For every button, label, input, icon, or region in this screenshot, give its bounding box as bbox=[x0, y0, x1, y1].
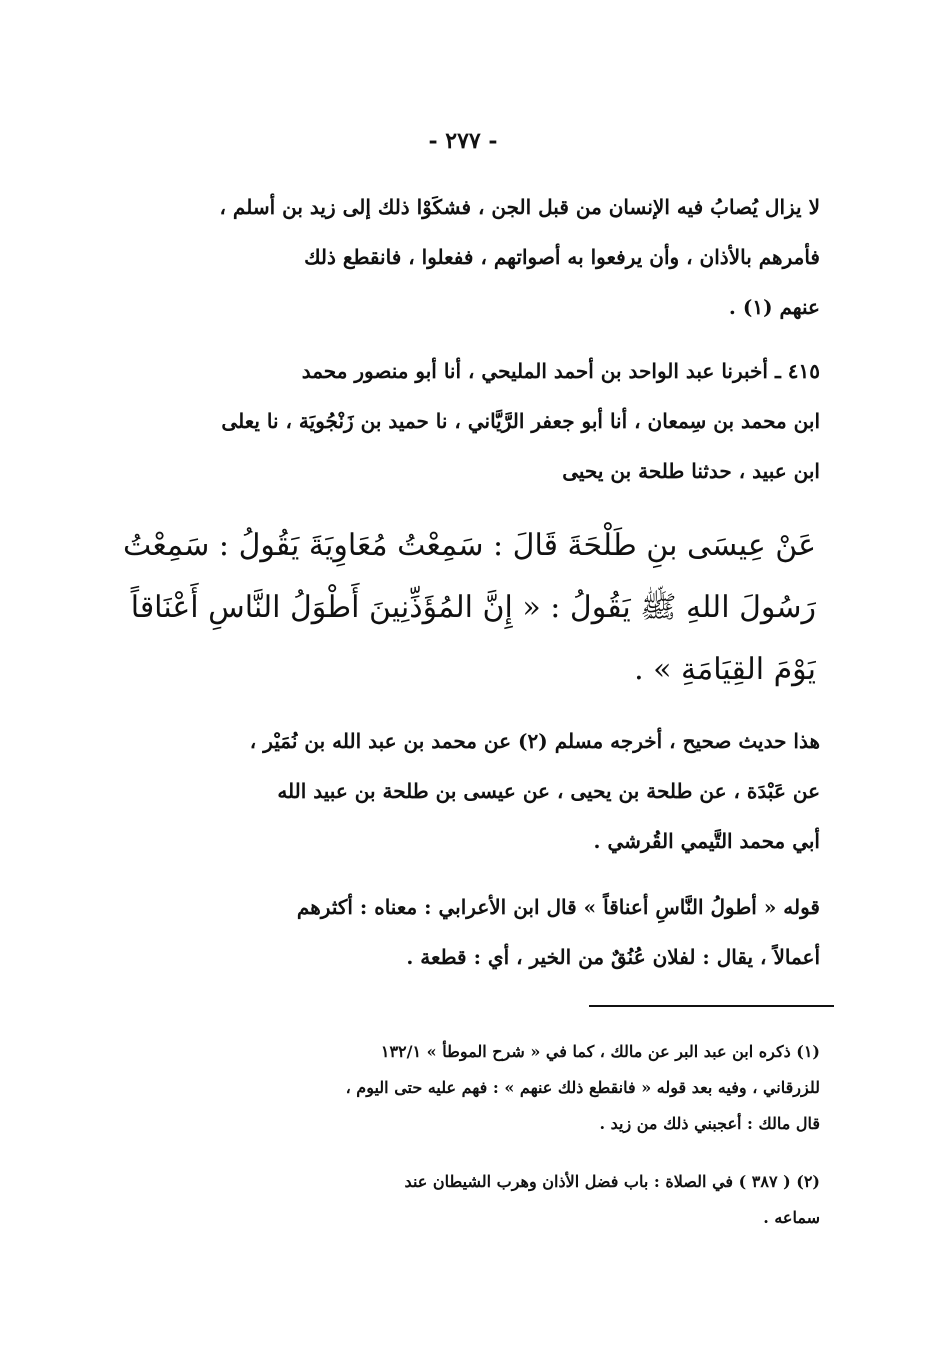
hadith-line: يَوْمَ القِيَامَةِ » . bbox=[634, 652, 816, 687]
footnote-2 bbox=[100, 1164, 820, 1236]
footnote-separator bbox=[589, 1005, 834, 1007]
text-line: عنهم (١) . bbox=[728, 295, 820, 319]
footnote-line: (٢) ( ٣٨٧ ) في الصلاة : باب فضل الأذان وهرب الشيطان عند bbox=[404, 1172, 820, 1191]
text-line: أعمالاً ، يقال : لفلان عُنُقٌ من الخير ، أي : قطعة . bbox=[406, 945, 820, 969]
hadith-text bbox=[96, 515, 816, 701]
page-number: - ٢٧٧ - bbox=[428, 128, 498, 154]
paragraph-continuation bbox=[100, 182, 820, 332]
footnote-1 bbox=[100, 1034, 820, 1142]
text-line: قوله « أطولُ النَّاسِ أعناقاً » قال ابن الأعرابي : معناه : أكثرهم bbox=[296, 895, 820, 919]
hadith-line: رَسُولَ اللهِ ﷺ يَقُولُ : « إِنَّ المُؤَذِّنِينَ أَطْوَلُ النَّاسِ أَعْنَاقاً bbox=[130, 590, 816, 625]
footnote-line: للزرقاني ، وفيه بعد قوله « فانقطع ذلك عنهم » : فهم عليه حتى اليوم ، bbox=[345, 1078, 820, 1097]
text-line: ٤١٥ ـ أخبرنا عبد الواحد بن أحمد المليحي ، أنا أبو منصور محمد bbox=[301, 359, 820, 383]
explanation-paragraph bbox=[100, 882, 820, 982]
text-line: ابن محمد بن سِمعان ، أنا أبو جعفر الرَّيَّاني ، نا حميد بن زَنْجُويَة ، نا يعلى bbox=[221, 409, 820, 433]
text-line: أبي محمد التَّيمي القُرشي . bbox=[593, 829, 820, 853]
footnote-line: (١) ذكره ابن عبد البر عن مالك ، كما في « شرح الموطأ » ١٣٢/١ bbox=[380, 1042, 820, 1061]
footnote-line: قال مالك : أعجبني ذلك من زيد . bbox=[599, 1114, 820, 1133]
footnote-line: سماعه . bbox=[763, 1208, 820, 1227]
text-line: ابن عبيد ، حدثنا طلحة بن يحيى bbox=[562, 459, 820, 483]
text-line: لا يزال يُصابُ فيه الإنسان من قبل الجن ، فشكَوْا ذلك إلى زيد بن أسلم ، bbox=[219, 195, 820, 219]
isnad-paragraph bbox=[100, 346, 820, 496]
text-line: هذا حديث صحيح ، أخرجه مسلم (٢) عن محمد بن عبد الله بن نُمَيْر ، bbox=[249, 729, 820, 753]
takhrij-paragraph bbox=[100, 716, 820, 866]
text-line: فأمرهم بالأذان ، وأن يرفعوا به أصواتهم ، ففعلوا ، فانقطع ذلك bbox=[304, 245, 820, 269]
hadith-line: عَنْ عِيسَى بنِ طَلْحَةَ قَالَ : سَمِعْتُ مُعَاوِيَةَ يَقُولُ : سَمِعْتُ bbox=[122, 528, 816, 563]
text-line: عن عَبْدَة ، عن طلحة بن يحيى ، عن عيسى بن طلحة بن عبيد الله bbox=[277, 779, 820, 803]
